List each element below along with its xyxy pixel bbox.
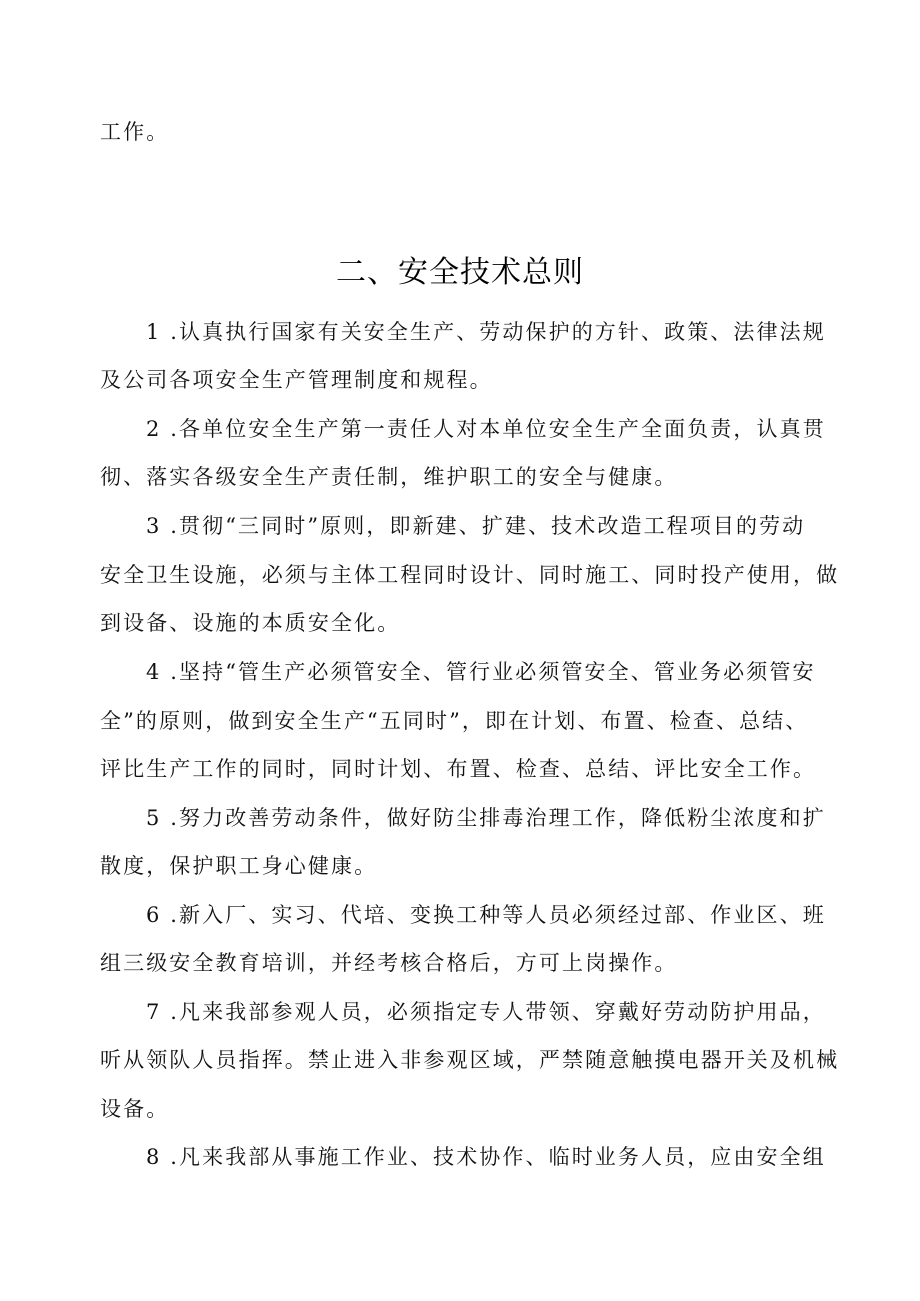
- paragraph-line: 5 .努力改善劳动条件，做好防尘排毒治理工作，降低粉尘浓度和扩: [146, 806, 826, 830]
- paragraph-line: 2 .各单位安全生产第一责任人对本单位安全生产全面负责，认真贯: [146, 417, 826, 441]
- paragraph-line: 散度，保护职工身心健康。: [100, 854, 378, 878]
- paragraph-line: 设备。: [100, 1097, 170, 1121]
- paragraph-line: 安全卫生设施，必须与主体工程同时设计、同时施工、同时投产使用，做: [100, 563, 840, 587]
- paragraph-line: 6 .新入厂、实习、代培、变换工种等人员必须经过部、作业区、班: [146, 903, 826, 927]
- section-heading: 二、安全技术总则: [336, 255, 584, 290]
- paragraph-line: 8 .凡来我部从事施工作业、技术协作、临时业务人员，应由安全组: [146, 1145, 826, 1169]
- paragraph-line: 7 .凡来我部参观人员，必须指定专人带领、穿戴好劳动防护用品，: [146, 1000, 826, 1024]
- paragraph-line: 听从领队人员指挥。禁止进入非参观区域，严禁随意触摸电器开关及机械: [100, 1048, 840, 1072]
- paragraph-line: 1 .认真执行国家有关安全生产、劳动保护的方针、政策、法律法规: [146, 320, 826, 344]
- paragraph-line: 全”的原则，做到安全生产“五同时”，即在计划、布置、检查、总结、: [100, 709, 809, 733]
- paragraph-line: 到设备、设施的本质安全化。: [100, 611, 401, 635]
- paragraph-line: 组三级安全教育培训，并经考核合格后，方可上岗操作。: [100, 951, 678, 975]
- paragraph-line: 及公司各项安全生产管理制度和规程。: [100, 368, 493, 392]
- paragraph-line: 评比生产工作的同时，同时计划、布置、检查、总结、评比安全工作。: [100, 757, 817, 781]
- paragraph-line: 3 .贯彻“三同时”原则，即新建、扩建、技术改造工程项目的劳动: [146, 514, 806, 538]
- paragraph-line: 4 .坚持“管生产必须管安全、管行业必须管安全、管业务必须管安: [146, 660, 816, 684]
- paragraph-line: 彻、落实各级安全生产责任制，维护职工的安全与健康。: [100, 465, 678, 489]
- continuation-text: 工作。: [100, 120, 170, 144]
